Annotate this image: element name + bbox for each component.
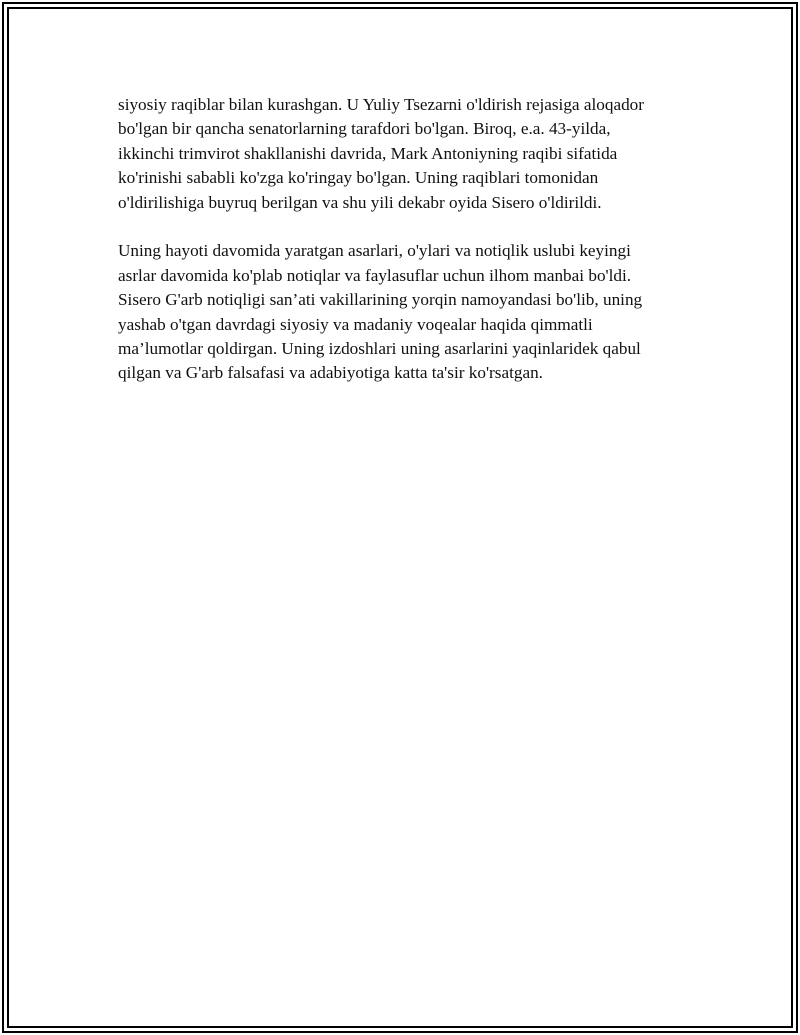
text-line: bo'lgan bir qancha senatorlarning tarafdori bo'lgan. Biroq, e.a. 43-yilda, bbox=[118, 119, 611, 139]
text-line: ma’lumotlar qoldirgan. Uning izdoshlari uning asarlarini yaqinlaridek qabul bbox=[118, 339, 641, 359]
document-body bbox=[118, 93, 698, 386]
text-line: siyosiy raqiblar bilan kurashgan. U Yuliy Tsezarni o'ldirish rejasiga aloqador bbox=[118, 95, 644, 114]
paragraph-2 bbox=[118, 239, 698, 385]
paragraph-1 bbox=[118, 93, 698, 215]
text-line: o'ldirilishiga buyruq berilgan va shu yili dekabr oyida Sisero o'ldirildi. bbox=[118, 192, 602, 212]
text-line: Sisero G'arb notiqligi san’ati vakillarining yorqin namoyandasi bo'lib, uning bbox=[118, 290, 643, 310]
text-line: yashab o'tgan davrdagi siyosiy va madaniy voqealar haqida qimmatli bbox=[118, 314, 593, 334]
text-line: qilgan va G'arb falsafasi va adabiyotiga katta ta'sir ko'rsatgan. bbox=[118, 363, 543, 383]
text-line: ikkinchi trimvirot shakllanishi davrida, Mark Antoniyning raqibi sifatida bbox=[118, 143, 618, 163]
text-line: Uning hayoti davomida yaratgan asarlari, o'ylari va notiqlik uslubi keyingi bbox=[118, 241, 631, 261]
text-line: asrlar davomida ko'plab notiqlar va faylasuflar uchun ilhom manbai bo'ldi. bbox=[118, 265, 632, 285]
text-line: ko'rinishi sababli ko'zga ko'ringay bo'lgan. Uning raqiblari tomonidan bbox=[118, 168, 599, 188]
